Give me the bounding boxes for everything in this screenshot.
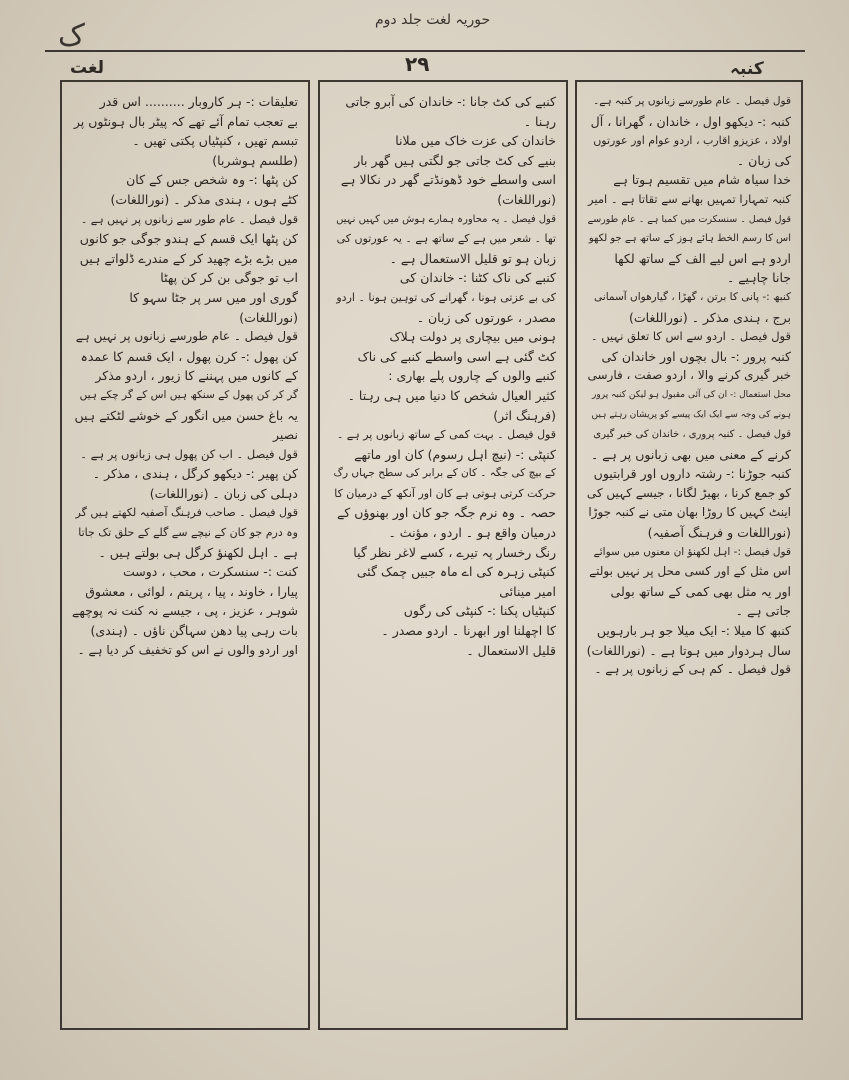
text-line: میں بڑے بڑے چھید کر کے مندرے ڈلواتے ہیں [79, 250, 298, 266]
text-line: جانا چاہیے ۔ [726, 270, 791, 286]
text-line: رہنا ۔ [523, 113, 556, 129]
text-line: کنبہ جوڑنا :- رشتہ داروں اور قرابتیوں [593, 466, 791, 482]
text-line: کو جمع کرنا ، بھیڑ لگانا ، جیسے کہیں کی [586, 485, 791, 500]
text-line: کثیر العیال شخص کا دنیا میں ہی رہتا ۔ [347, 387, 556, 403]
text-line: رنگ رخسار پہ تیرے ، کسے لاغر نظر گیا [353, 544, 556, 560]
text-line: کی بے عزتی ہونا ، گھرانے کی توہین ہونا ۔ اردو [336, 290, 556, 304]
header-right-word: کنبہ [730, 59, 764, 79]
text-line: خدا سیاہ شام میں تقسیم ہوتا ہے [613, 172, 791, 188]
text-line: گوری اور میں سر پر جٹا سہو کا [129, 289, 298, 305]
text-line: اردو ہے اس لیے الف کے ساتھ لکھا [614, 250, 791, 266]
text-line: قول فیصل ۔ اردو سے اس کا تعلق نہیں ۔ [590, 329, 791, 344]
text-line: کے بیچ کی جگہ ۔ کان کے برابر کی سطح جہاں رگ [333, 467, 556, 480]
text-line: اس کا رسم الخط ہائے ہوز کے ساتھ ہے جو لکھو [588, 233, 791, 245]
text-line: کنبھ کا میلا :- ایک میلا جو ہر بارہویں [596, 623, 791, 639]
text-line: کٹ گئی ہے اسی واسطے کنبے کی ناک [357, 348, 556, 364]
text-line: دہلی کی زبان ۔ (نوراللغات) [149, 485, 298, 501]
text-line: قول فیصل ۔ اب کن پھول ہی زبانوں پر ہے ۔ [80, 446, 298, 461]
text-line: قول فیصل ۔ کنبہ پروری ، خاندان کی خبر گیری [593, 429, 791, 441]
text-line: (فرہنگ اثر) [493, 407, 556, 423]
text-line: بنیے کی کٹ جاتی جو لگتی ہیں گھر بار [354, 152, 556, 168]
text-line: ہونے کی وجہ سے ایک ایک پیسے کو پریشان رہتے ہیں [591, 409, 791, 420]
text-line: (نوراللغات) [497, 191, 556, 207]
header-left-word: لغت [70, 58, 104, 78]
right-column [575, 80, 803, 1020]
text-line: تھا ۔ شعر میں ہے کے ساتھ ہے ۔ یہ عورتوں کی [336, 232, 556, 246]
text-line: تبسم تھیں ، کنپٹیاں پکتی تھیں ۔ [132, 133, 298, 149]
text-line: پیارا ، خاوند ، پیا ، پریتم ، لوائی ، معشوق [85, 583, 298, 599]
text-line: بے تعجب تمام آئے تھے کہ پیٹر بال ہونٹوں پر [73, 113, 298, 129]
text-line: اولاد ، عزیزو اقارب ، اردو عوام اور عورتوں [593, 134, 791, 148]
text-line: قلیل الاستعمال ۔ [466, 642, 556, 658]
text-line: کٹے ہوں ، ہندی مذکر ۔ (نوراللغات) [110, 191, 298, 207]
text-line: یہ باغ حسن میں انگور کے خوشے لٹکتے ہیں [74, 407, 298, 423]
text-line: قول فیصل ۔ عام طور سے زبانوں پر نہیں ہے ۔ [80, 212, 298, 226]
text-line: نصیر [273, 427, 298, 443]
text-line: خاندان کی عزت خاک میں ملانا [395, 133, 556, 149]
text-line: (طلسم ہوشربا) [212, 152, 298, 168]
text-line: ہونی میں بیچاری پر دولت ہلاک [389, 329, 556, 345]
text-line: قول فیصل ۔ عام طورسے زبانوں پر کنبہ ہے۔ [593, 95, 791, 107]
left-column [60, 80, 310, 1030]
text-line: بات رہی پیا دھن سہاگن ناؤں ۔ (ہندی) [90, 623, 298, 639]
text-line: کنپٹی :- (نیچ اہل رسوم) کان اور ماتھے [354, 446, 556, 462]
text-line: کنبے کی کٹ جانا :- خاندان کی آبرو جاتی [345, 94, 556, 109]
text-line: اسی واسطے خود ڈھونڈتے گھر در نکالا ہے [340, 172, 556, 188]
text-line: قول فیصل ۔ یہ محاورہ ہمارے ہوش میں کہیں نہیں [336, 213, 556, 225]
text-line: حرکت کرتی ہوتی ہے کان اور آنکھ کے درمیان کا [334, 486, 556, 500]
text-line: قول فیصل ۔ کم ہی کے زبانوں پر ہے ۔ [594, 662, 791, 677]
text-line: زبان ہو تو قلیل الاستعمال ہے ۔ [389, 250, 556, 266]
text-line: اب تو جوگی بن کر کن پھٹا [160, 270, 298, 286]
text-line: کی زبان ۔ [736, 152, 791, 168]
text-line: کنبہ :- دیکھو اول ، خاندان ، گھرانا ، آل [590, 113, 791, 129]
text-line: کنبے والوں کے چاروں پلے بھاری : [388, 368, 556, 384]
text-line: جاتی ہے ۔ [735, 603, 791, 619]
text-line: اینٹ کہیں کا روڑا بھان متی نے کنبہ جوڑا [588, 505, 791, 520]
text-line: درمیان واقع ہو ۔ اردو ، مؤنث ۔ [388, 525, 556, 541]
text-line: قول فیصل ۔ سنسکرت میں کمبا ہے ۔ عام طورسے [587, 213, 791, 225]
text-line: اس مثل کے اور کسی محل پر نہیں بولتے [589, 564, 791, 579]
text-line: سال ہردوار میں ہوتا ہے ۔ (نوراللغات) [586, 642, 791, 658]
text-line: قول فیصل :- اہل لکھنؤ ان معنوں میں سوائے [593, 545, 791, 558]
middle-column [318, 80, 568, 1030]
text-line: حصہ ۔ وہ نرم جگہ جو کان اور بھنوؤں کے [336, 505, 556, 521]
text-line: محل استعمال :- ان کی آئی مقبول ہو لیکن کنبہ پرور [592, 389, 791, 400]
text-line: وہ درم جو کان کے نیچے سے گلے کے حلق تک جاتا [78, 526, 298, 540]
corner-letter: ک [58, 18, 85, 53]
text-line: قول فیصل ۔ بہت کمی کے ساتھ زبانوں پر ہے ۔ [336, 428, 556, 442]
text-line: خبر گیری کرنے والا ، اردو صفت ، فارسی [587, 368, 791, 383]
text-line: کن پٹھا :- وہ شخص جس کے کان [126, 172, 298, 188]
text-line: (نوراللغات و فرہنگ آصفیہ) [647, 525, 791, 541]
text-line: قول فیصل ۔ عام طورسے زبانوں پر نہیں ہے [75, 329, 298, 344]
text-line: کنبہ پرور :- بال بچوں اور خاندان کی [601, 348, 791, 364]
top-handwritten-note: حوریہ لغت جلد دوم [375, 12, 491, 28]
text-line: کنپٹیاں پکنا :- کنپٹی کی رگوں [403, 603, 556, 619]
text-line: (نوراللغات) [239, 309, 298, 325]
text-line: کنبھ :- پانی کا برتن ، گھڑا ، گیارھواں آسمانی [594, 290, 791, 303]
text-line: شوہر ، عزیز ، پی ، جیسے نہ کنت نہ پوچھے [72, 603, 298, 619]
text-line: کن پٹھا ایک قسم کے ہندو جوگی جو کانوں [79, 231, 298, 247]
text-line: کے کانوں میں پہننے کا زیور ، اردو مذکر [95, 368, 298, 384]
text-line: کنبے کی ناک کٹنا :- خاندان کی [399, 270, 556, 286]
page-number: ۲۹ [405, 52, 430, 76]
text-line: کن پھول :- کرن پھول ، ایک قسم کا عمدہ [80, 348, 298, 364]
text-line: کن پھیر :- دیکھو کرگل ، ہندی ، مذکر ۔ [92, 466, 298, 482]
text-line: کا اچھلنا اور ابھرنا ۔ اردو مصدر ۔ [381, 623, 556, 639]
text-line: برج ، ہندی مذکر ۔ (نوراللغات) [629, 309, 791, 325]
text-line: اور یہ مثل بھی کمی کے ساتھ بولی [610, 583, 791, 599]
text-line: گر کر کن پھول کے سنکھ ہیں اس کے گر چکے ہیں [79, 388, 298, 401]
text-line: کنت :- سنسکرت ، محب ، دوست [123, 564, 298, 580]
text-line: کرنے کے معنی میں بھی زبانوں پر ہے ۔ [590, 446, 791, 462]
text-line: امیر مینائی [499, 583, 556, 599]
text-line: اور اردو والوں نے اس کو تخفیف کر دیا ہے ۔ [77, 642, 298, 657]
text-line: تعلیقات :- ہر کاروبار .......... اس قدر [99, 94, 298, 109]
text-line: کنپٹی زہرہ کی اے ماہ جبیں چمک گئی [356, 564, 556, 580]
text-line: کنبہ تمہارا تمہیں بھانے سے تقاتا ہے ۔ امیر [588, 191, 791, 206]
text-line: ہے ۔ اہل لکھنؤ کرگل ہی بولتے ہیں ۔ [98, 544, 298, 560]
text-line: قول فیصل ۔ صاحب فرہنگ آصفیہ لکھتے ہیں گر [75, 506, 298, 520]
text-line: مصدر ، عورتوں کی زبان ۔ [416, 309, 556, 325]
